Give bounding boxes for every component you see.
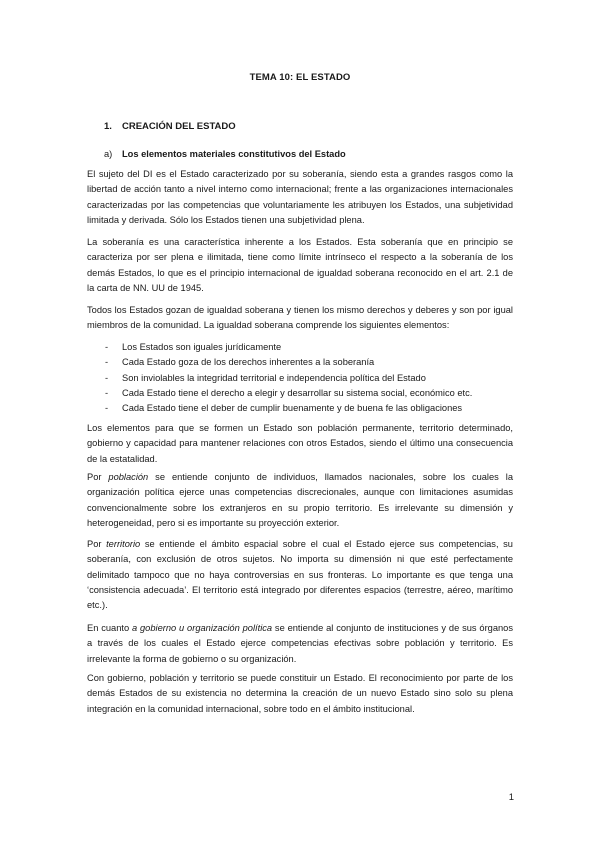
list-item: - Cada Estado tiene el derecho a elegir y desarrollar su sistema social, económico etc. <box>87 386 513 401</box>
term-territorio: territorio <box>106 539 141 549</box>
list-item: - Cada Estado goza de los derechos inherentes a la soberanía <box>87 355 513 370</box>
paragraph-igualdad-soberana: Todos los Estados gozan de igualdad soberana y tienen los mismo derechos y deberes y son por igual miembros de la comunidad. La igualdad soberana comprende los siguientes elementos: <box>87 305 513 331</box>
list-dash: - <box>105 342 109 352</box>
section-number: 1. <box>104 121 112 132</box>
list-item: - Los Estados son iguales jurídicamente <box>87 340 513 355</box>
list-dash: - <box>105 357 109 368</box>
document-title: TEMA 10: EL ESTADO <box>249 72 351 83</box>
list-dash: - <box>105 403 109 414</box>
paragraph-soberania-intro: El sujeto del DI es el Estado caracterizado por su soberanía, siendo esta a grandes rasgos como la libertad de acción tanto a nivel interno como internacional; frente a las organizaciones internacionales caracterizadas por las competencias que voluntariamente les atribuyen los Estados, una subjetividad limitada y derivada. Sólo los Estados tienen una subjetividad plena. <box>87 169 513 225</box>
subsection-heading <box>104 149 346 159</box>
subsection-letter: a) <box>104 149 113 159</box>
section-heading <box>104 121 236 132</box>
list-item: - Son inviolables la integridad territorial e independencia política del Estado <box>87 371 513 386</box>
list-dash: - <box>105 387 109 398</box>
paragraph-soberania-caracteristica: La soberanía es una característica inherente a los Estados. Esta soberanía que en principio se caracteriza por ser plena e ilimitada, tiene como límite intrínseco el respecto a la soberanía de los demás Estados, lo que es el principio internacional de igualdad soberana reconocido en el art. 2.1 de la carta de NN. UU de 1945. <box>87 237 513 293</box>
paragraph-territorio: Por territorio se entiende el ámbito espacial sobre el cual el Estado ejerce sus competencias, su soberanía, con exclusión de otros sujetos. No importa su dimensión ni que esté perfectamente delimitado tampoco que no haya controversias en sus fronteras. Lo importante es que tenga una ‘consistencia adecuada’. El territorio está integrado por diferentes espacios (terrestre, aéreo, marítimo etc.). <box>87 539 513 611</box>
term-gobierno: a gobierno u organización política <box>131 623 273 633</box>
paragraph-elementos-estado: Los elementos para que se formen un Estado son población permanente, territorio determinado, gobierno y capacidad para mantener relaciones con otros Estados, siendo el último una consecuencia de la estatalidad. <box>87 423 513 464</box>
paragraph-reconocimiento: Con gobierno, población y territorio se puede constituir un Estado. El reconocimiento por parte de los demás Estados de su existencia no determina la creación de un nuevo Estado sino solo su plena integración en la comunidad internacional, sobre todo en el ámbito institucional. <box>87 673 513 714</box>
list-dash: - <box>105 372 109 383</box>
paragraph-gobierno: En cuanto a gobierno u organización política se entiende al conjunto de instituciones y de sus órganos a través de los cuales el Estado ejerce competencias efectivas sobre población y territorio. Es irrelevante la forma de gobierno o su organización. <box>87 623 513 664</box>
term-poblacion: población <box>108 472 149 482</box>
section-label: CREACIÓN DEL ESTADO <box>122 121 236 132</box>
elements-list <box>87 340 513 416</box>
list-item: - Cada Estado tiene el deber de cumplir buenamente y de buena fe las obligaciones <box>87 401 513 416</box>
paragraph-poblacion: Por población se entiende conjunto de individuos, llamados nacionales, sobre los cuales la organización política ejerce unas competencias discrecionales, aunque con limitaciones asumidas convencionalmente sobre los extranjeros en su propio territorio. Es irrelevante su dimensión y heterogeneidad, pero si es importante su proyección exterior. <box>87 472 513 528</box>
subsection-label: Los elementos materiales constitutivos del Estado <box>122 149 346 159</box>
page-number: 1 <box>508 792 514 803</box>
